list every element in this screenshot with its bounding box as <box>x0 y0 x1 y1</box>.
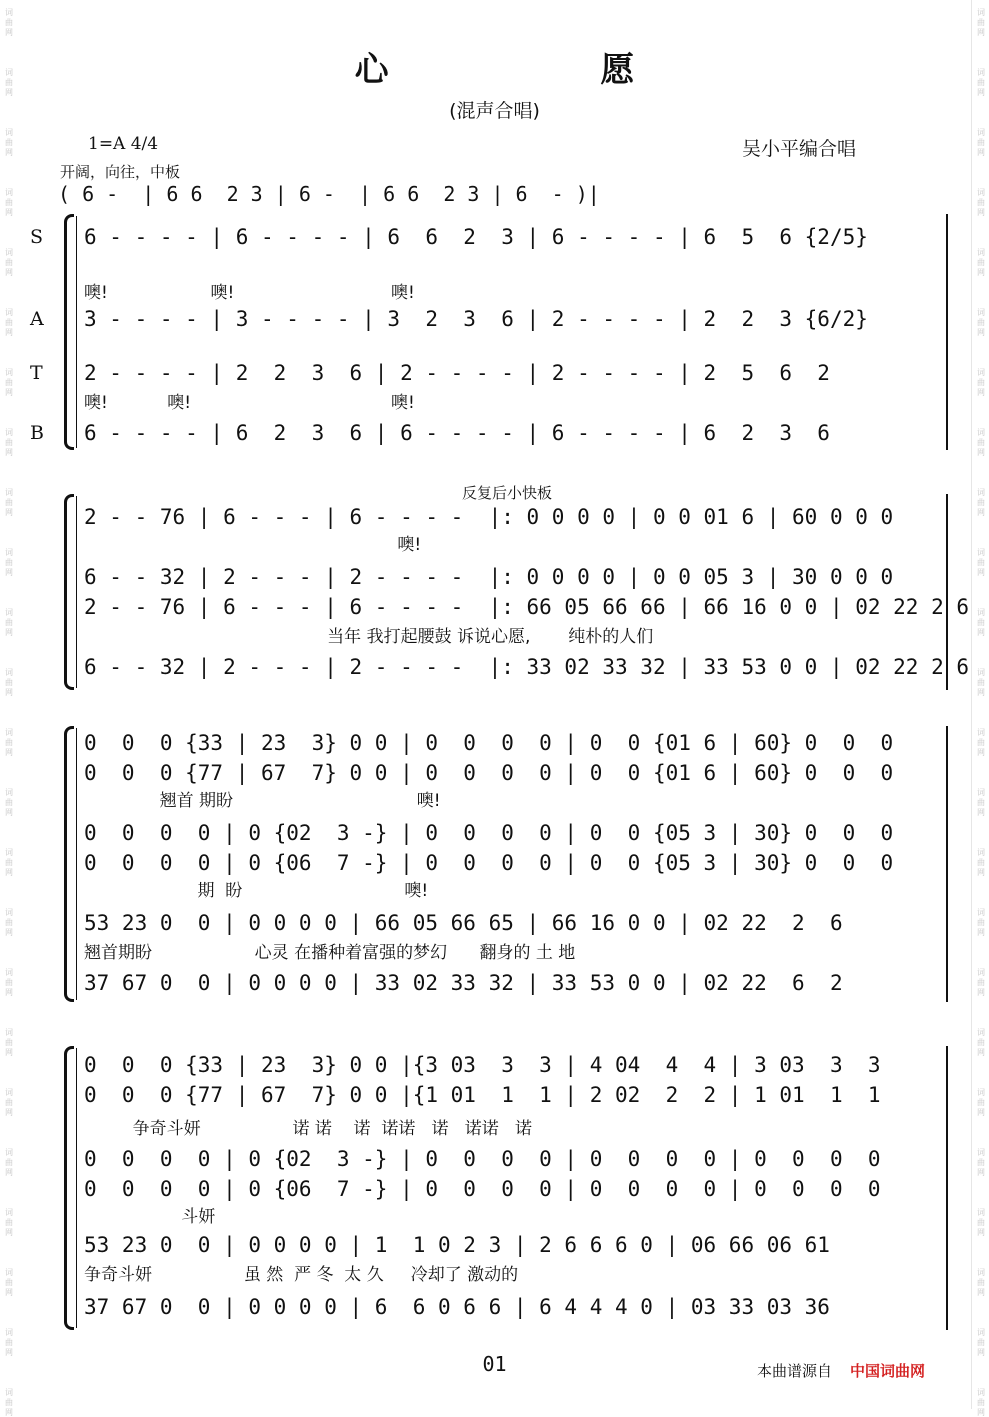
song-title: 心 愿 <box>354 50 735 90</box>
watermark-char: 词 <box>5 488 13 497</box>
watermark-char: 词 <box>5 608 13 617</box>
watermark-char: 词 <box>977 788 985 797</box>
watermark-char: 词 <box>5 908 13 917</box>
watermark-char: 曲 <box>5 18 13 27</box>
watermark-char: 曲 <box>5 138 13 147</box>
watermark-char: 网 <box>5 568 13 577</box>
watermark-char: 网 <box>977 688 985 697</box>
watermark-char: 曲 <box>977 678 985 687</box>
watermark-char: 曲 <box>977 498 985 507</box>
soprano-lyric: 翘首 期盼 噢! <box>84 791 441 811</box>
bass-line: 6 - - 32 | 2 - - - | 2 - - - - |: 33 02 33 32 | 33 53 0 0 | 02 22 2 6 <box>84 655 970 679</box>
watermark-char: 词 <box>977 308 985 317</box>
watermark-char: 曲 <box>5 258 13 267</box>
watermark-char: 词 <box>977 1148 985 1157</box>
watermark-char: 网 <box>5 1348 13 1357</box>
watermark-char: 曲 <box>977 978 985 987</box>
system-bracket-inner <box>76 1048 77 1328</box>
watermark-char: 曲 <box>977 1398 985 1407</box>
system-end-barline <box>946 214 948 450</box>
watermark-char: 网 <box>5 628 13 637</box>
watermark-char: 词 <box>977 968 985 977</box>
tenor-lyric: 翘首期盼 心灵 在播种着富强的梦幻 翻身的 土 地 <box>84 943 576 963</box>
watermark-char: 词 <box>5 968 13 977</box>
system-end-barline <box>946 726 948 1002</box>
watermark-char: 词 <box>977 368 985 377</box>
watermark-char: 词 <box>5 1088 13 1097</box>
watermark-char: 曲 <box>5 438 13 447</box>
watermark-char: 曲 <box>5 498 13 507</box>
watermark-char: 曲 <box>977 78 985 87</box>
bass-lyric: 噢! 噢! 噢! <box>84 393 415 413</box>
source-prefix: 本曲谱源自 <box>757 1362 833 1380</box>
watermark-char: 网 <box>5 1108 13 1117</box>
watermark-char: 曲 <box>977 378 985 387</box>
watermark-char: 词 <box>977 248 985 257</box>
arranger-credit: 吴小平编合唱 <box>742 138 857 160</box>
intro-line: ( 6 - | 6 6 2 3 | 6 - | 6 6 2 3 | 6 - )| <box>58 182 600 206</box>
watermark-char: 网 <box>5 268 13 277</box>
watermark-char: 曲 <box>5 318 13 327</box>
voice-label-bass: B <box>30 422 44 444</box>
watermark-char: 网 <box>5 928 13 937</box>
watermark-char: 网 <box>977 868 985 877</box>
watermark-char: 词 <box>5 128 13 137</box>
watermark-char: 词 <box>977 1208 985 1217</box>
watermark-char: 网 <box>5 148 13 157</box>
watermark-char: 网 <box>5 328 13 337</box>
watermark-char: 词 <box>977 8 985 17</box>
watermark-char: 网 <box>977 148 985 157</box>
system-bracket <box>64 1046 74 1330</box>
watermark-char: 曲 <box>977 798 985 807</box>
soprano-line: 6 - - - - | 6 - - - - | 6 6 2 3 | 6 - - - - | 6 5 6 {2/5} <box>84 225 868 249</box>
watermark-char: 曲 <box>977 1218 985 1227</box>
score-system-2 <box>64 494 970 690</box>
alto-lyric: 斗妍 <box>84 1207 216 1227</box>
watermark-char: 词 <box>977 608 985 617</box>
watermark-char: 词 <box>977 1328 985 1337</box>
voice-label-soprano: S <box>30 226 44 248</box>
soprano-line-2: 0 0 0 {77 | 67 7} 0 0 |{1 01 1 1 | 2 02 2 2 | 1 01 1 1 <box>84 1083 881 1107</box>
alto-line: 6 - - 32 | 2 - - - | 2 - - - - |: 0 0 0 0 | 0 0 05 3 | 30 0 0 0 <box>84 565 894 589</box>
right-watermark-strip <box>971 0 989 1417</box>
watermark-char: 曲 <box>977 438 985 447</box>
watermark-char: 曲 <box>977 1338 985 1347</box>
watermark-char: 网 <box>5 808 13 817</box>
watermark-char: 词 <box>5 1208 13 1217</box>
watermark-char: 网 <box>977 328 985 337</box>
tenor-line: 53 23 0 0 | 0 0 0 0 | 1 1 0 2 3 | 2 6 6 6 0 | 06 66 06 61 <box>84 1233 830 1257</box>
repeat-tempo-header: 反复后小快板 <box>462 484 553 502</box>
score-system-3 <box>64 726 948 1002</box>
watermark-char: 网 <box>5 988 13 997</box>
alto-lyric: 噢! 噢! 噢! <box>84 283 415 303</box>
watermark-char: 网 <box>977 988 985 997</box>
watermark-char: 网 <box>977 1108 985 1117</box>
watermark-char: 曲 <box>5 678 13 687</box>
tenor-line: 2 - - 76 | 6 - - - | 6 - - - - |: 66 05 66 66 | 66 16 0 0 | 02 22 2 6 <box>84 595 970 619</box>
bass-line: 6 - - - - | 6 2 3 6 | 6 - - - - | 6 - - - - | 6 2 3 6 <box>84 421 830 445</box>
watermark-char: 曲 <box>977 558 985 567</box>
watermark-char: 曲 <box>977 1098 985 1107</box>
watermark-char: 曲 <box>977 18 985 27</box>
watermark-char: 词 <box>977 1268 985 1277</box>
watermark-char: 词 <box>977 668 985 677</box>
watermark-char: 网 <box>5 508 13 517</box>
watermark-char: 网 <box>5 1408 13 1417</box>
watermark-char: 曲 <box>977 318 985 327</box>
watermark-char: 曲 <box>5 858 13 867</box>
watermark-char: 曲 <box>977 198 985 207</box>
watermark-char: 词 <box>5 668 13 677</box>
alto-line-1: 0 0 0 0 | 0 {02 3 -} | 0 0 0 0 | 0 0 {05 3 | 30} 0 0 0 <box>84 821 894 845</box>
alto-line-1: 0 0 0 0 | 0 {02 3 -} | 0 0 0 0 | 0 0 0 0 | 0 0 0 0 <box>84 1147 881 1171</box>
soprano-line: 2 - - 76 | 6 - - - | 6 - - - - |: 0 0 0 0 | 0 0 01 6 | 60 0 0 0 <box>84 505 894 529</box>
watermark-char: 网 <box>977 568 985 577</box>
watermark-char: 词 <box>5 848 13 857</box>
watermark-char: 网 <box>977 1228 985 1237</box>
watermark-char: 曲 <box>977 858 985 867</box>
watermark-char: 网 <box>977 448 985 457</box>
tenor-line: 53 23 0 0 | 0 0 0 0 | 66 05 66 65 | 66 16 0 0 | 02 22 2 6 <box>84 911 843 935</box>
watermark-char: 网 <box>5 1048 13 1057</box>
watermark-char: 词 <box>977 1088 985 1097</box>
watermark-char: 网 <box>5 688 13 697</box>
system-bracket <box>64 494 74 690</box>
watermark-char: 词 <box>5 368 13 377</box>
soprano-line-1: 0 0 0 {33 | 23 3} 0 0 | 0 0 0 0 | 0 0 {01 6 | 60} 0 0 0 <box>84 731 894 755</box>
watermark-char: 曲 <box>977 918 985 927</box>
watermark-char: 曲 <box>5 1218 13 1227</box>
watermark-char: 词 <box>5 1328 13 1337</box>
watermark-char: 词 <box>977 728 985 737</box>
bass-line: 37 67 0 0 | 0 0 0 0 | 6 6 0 6 6 | 6 4 4 4 0 | 03 33 03 36 <box>84 1295 830 1319</box>
song-subtitle: (混声合唱) <box>449 100 540 122</box>
system-bracket-inner <box>76 216 77 448</box>
tenor-lyric: 当年 我打起腰鼓 诉说心愿, 纯朴的人们 <box>84 627 654 647</box>
watermark-char: 网 <box>5 1288 13 1297</box>
watermark-char: 词 <box>977 548 985 557</box>
watermark-char: 词 <box>977 488 985 497</box>
voice-label-tenor: T <box>30 362 43 384</box>
tempo-marking: 开阔，向往，中板 <box>60 163 181 181</box>
watermark-char: 网 <box>977 1288 985 1297</box>
system-bracket <box>64 214 74 450</box>
soprano-lyric: 争奇斗妍 诺 诺 诺 诺诺 诺 诺诺 诺 <box>84 1119 532 1139</box>
page-number: 01 <box>482 1352 507 1376</box>
watermark-char: 词 <box>5 1028 13 1037</box>
watermark-char: 词 <box>5 548 13 557</box>
watermark-char: 词 <box>5 428 13 437</box>
watermark-char: 曲 <box>977 1158 985 1167</box>
watermark-char: 网 <box>5 88 13 97</box>
watermark-char: 网 <box>977 1348 985 1357</box>
watermark-char: 曲 <box>977 1038 985 1047</box>
soprano-line-2: 0 0 0 {77 | 67 7} 0 0 | 0 0 0 0 | 0 0 {01 6 | 60} 0 0 0 <box>84 761 894 785</box>
watermark-char: 网 <box>977 1048 985 1057</box>
watermark-char: 词 <box>977 848 985 857</box>
watermark-char: 词 <box>5 1388 13 1397</box>
watermark-char: 词 <box>5 728 13 737</box>
watermark-char: 曲 <box>5 1038 13 1047</box>
watermark-char: 曲 <box>5 978 13 987</box>
watermark-char: 词 <box>977 428 985 437</box>
bass-line: 37 67 0 0 | 0 0 0 0 | 33 02 33 32 | 33 53 0 0 | 02 22 6 2 <box>84 971 843 995</box>
source-site-link[interactable]: 中国词曲网 <box>850 1362 926 1380</box>
watermark-char: 词 <box>5 1268 13 1277</box>
watermark-char: 网 <box>977 1168 985 1177</box>
watermark-char: 词 <box>5 248 13 257</box>
watermark-char: 网 <box>5 1228 13 1237</box>
watermark-char: 曲 <box>5 558 13 567</box>
system-bracket-inner <box>76 728 77 1000</box>
watermark-char: 词 <box>977 188 985 197</box>
tenor-line: 2 - - - - | 2 2 3 6 | 2 - - - - | 2 - - - - | 2 5 6 2 <box>84 361 830 385</box>
watermark-char: 词 <box>977 68 985 77</box>
watermark-char: 网 <box>977 388 985 397</box>
watermark-char: 曲 <box>5 1278 13 1287</box>
watermark-char: 曲 <box>977 258 985 267</box>
watermark-char: 网 <box>5 868 13 877</box>
watermark-char: 网 <box>977 748 985 757</box>
watermark-char: 词 <box>977 1388 985 1397</box>
left-watermark-strip <box>0 0 18 1417</box>
watermark-char: 词 <box>977 908 985 917</box>
watermark-char: 词 <box>977 128 985 137</box>
watermark-char: 网 <box>5 208 13 217</box>
watermark-char: 曲 <box>5 738 13 747</box>
watermark-char: 词 <box>5 188 13 197</box>
watermark-char: 曲 <box>977 138 985 147</box>
watermark-char: 曲 <box>5 618 13 627</box>
watermark-char: 网 <box>977 208 985 217</box>
watermark-char: 网 <box>977 808 985 817</box>
tenor-lyric: 争奇斗妍 虽 然 严 冬 太 久 冷却了 激动的 <box>84 1265 519 1285</box>
watermark-char: 曲 <box>5 798 13 807</box>
voice-label-alto: A <box>30 308 44 330</box>
soprano-lyric: 噢! <box>84 535 422 555</box>
soprano-line-1: 0 0 0 {33 | 23 3} 0 0 |{3 03 3 3 | 4 04 4 4 | 3 03 3 3 <box>84 1053 881 1077</box>
watermark-char: 网 <box>977 628 985 637</box>
watermark-char: 网 <box>977 268 985 277</box>
watermark-char: 网 <box>977 928 985 937</box>
watermark-char: 词 <box>5 308 13 317</box>
score-system-1 <box>64 214 948 450</box>
alto-line-2: 0 0 0 0 | 0 {06 7 -} | 0 0 0 0 | 0 0 {05 3 | 30} 0 0 0 <box>84 851 894 875</box>
watermark-char: 曲 <box>5 78 13 87</box>
watermark-char: 网 <box>977 28 985 37</box>
alto-lyric: 期 盼 噢! <box>84 881 429 901</box>
watermark-char: 网 <box>5 448 13 457</box>
watermark-char: 词 <box>977 1028 985 1037</box>
watermark-char: 曲 <box>5 918 13 927</box>
watermark-char: 词 <box>5 1148 13 1157</box>
watermark-char: 词 <box>5 68 13 77</box>
watermark-char: 曲 <box>5 1158 13 1167</box>
watermark-char: 曲 <box>5 378 13 387</box>
watermark-char: 词 <box>5 788 13 797</box>
watermark-char: 网 <box>977 508 985 517</box>
watermark-char: 曲 <box>5 1338 13 1347</box>
watermark-char: 网 <box>977 1408 985 1417</box>
watermark-char: 网 <box>977 88 985 97</box>
score-system-4 <box>64 1046 948 1330</box>
system-bracket-inner <box>76 496 77 688</box>
watermark-char: 曲 <box>977 1278 985 1287</box>
system-bracket <box>64 726 74 1002</box>
watermark-char: 网 <box>5 28 13 37</box>
source-credit <box>757 1360 925 1381</box>
watermark-char: 网 <box>5 1168 13 1177</box>
watermark-char: 词 <box>5 8 13 17</box>
alto-line: 3 - - - - | 3 - - - - | 3 2 3 6 | 2 - - - - | 2 2 3 {6/2} <box>84 307 868 331</box>
watermark-char: 曲 <box>5 1098 13 1107</box>
system-end-barline <box>946 1046 948 1330</box>
watermark-char: 网 <box>5 748 13 757</box>
watermark-char: 曲 <box>977 738 985 747</box>
key-signature: 1=A 4/4 <box>88 134 159 154</box>
watermark-char: 曲 <box>977 618 985 627</box>
watermark-char: 曲 <box>5 1398 13 1407</box>
watermark-char: 网 <box>5 388 13 397</box>
alto-line-2: 0 0 0 0 | 0 {06 7 -} | 0 0 0 0 | 0 0 0 0 | 0 0 0 0 <box>84 1177 881 1201</box>
watermark-char: 曲 <box>5 198 13 207</box>
